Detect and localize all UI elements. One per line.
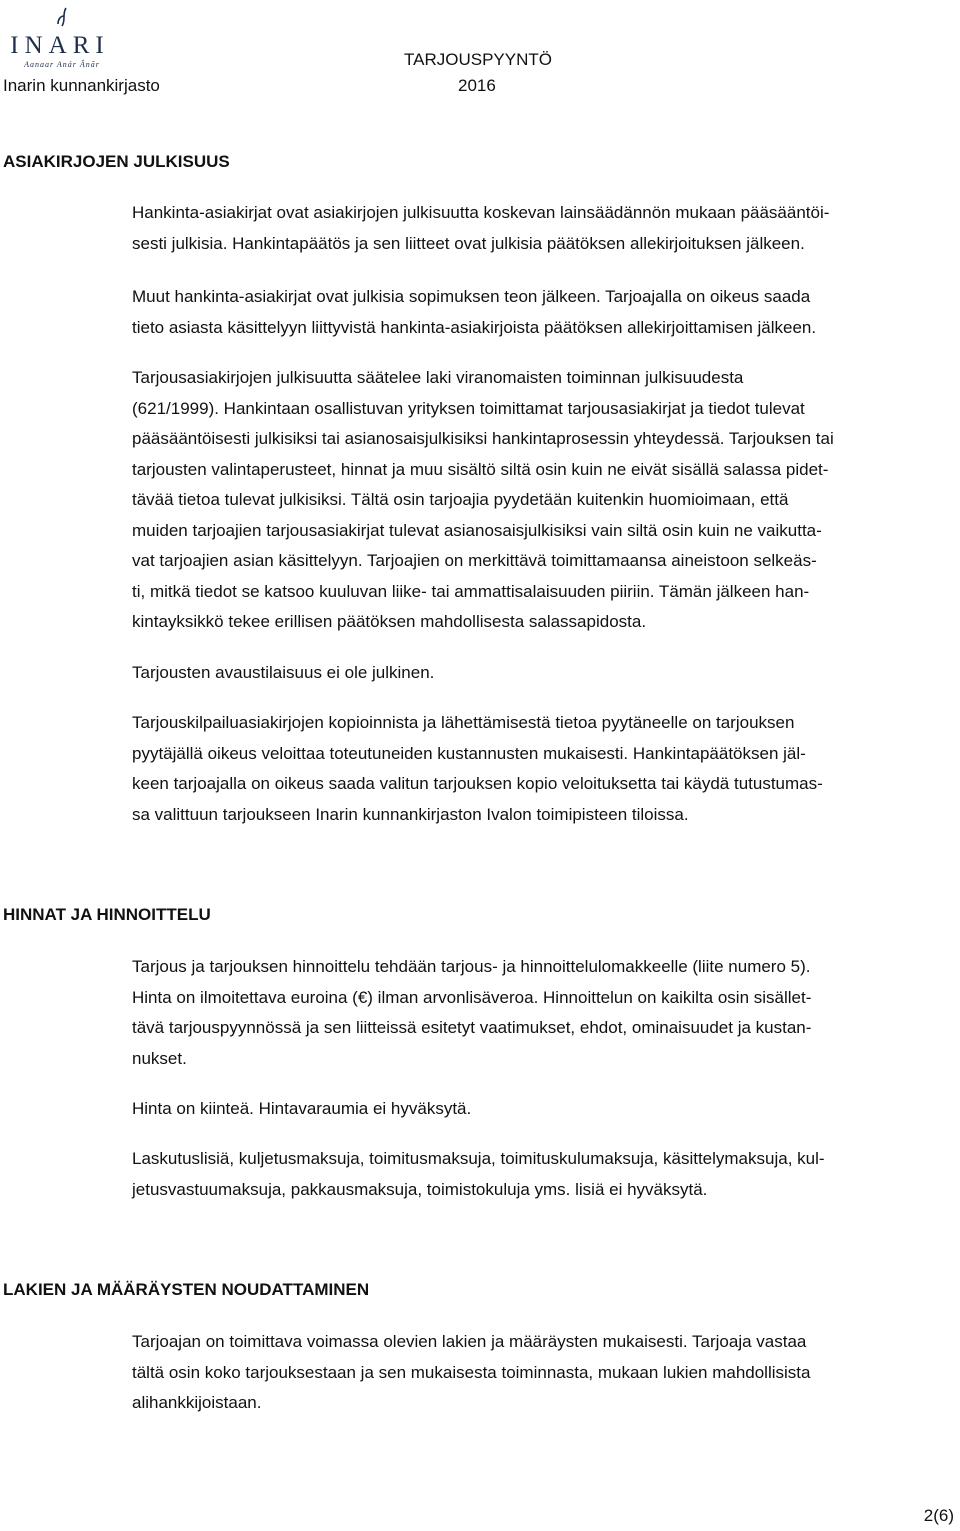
text-line: tältä osin koko tarjouksestaan ja sen mukaisesta toiminnasta, mukaan lukien mahdollisista bbox=[132, 1362, 811, 1382]
section-title-asiakirjojen-julkisuus: ASIAKIRJOJEN JULKISUUS bbox=[3, 152, 230, 171]
paragraph bbox=[132, 1327, 954, 1419]
page-header bbox=[0, 0, 960, 110]
text-line: Tarjoajan on toimittava voimassa olevien lakien ja määräysten mukaisesti. Tarjoaja vastaa bbox=[132, 1332, 807, 1351]
logo-subtext: Aanaar Anár Ânãr bbox=[24, 60, 100, 69]
text-line: sa valittuun tarjoukseen Inarin kunnankirjaston Ivalon toimipisteen tiloissa. bbox=[132, 804, 689, 824]
text-line: ti, mitkä tiedot se katsoo kuuluvan liike- tai ammattisalaisuuden piiriin. Tämän jälkeen han- bbox=[132, 581, 810, 601]
paragraph bbox=[132, 1094, 954, 1125]
paragraph bbox=[132, 708, 954, 830]
document-year: 2016 bbox=[458, 76, 496, 95]
section-title-lakien-ja-maaraysten-noudattaminen: LAKIEN JA MÄÄRÄYSTEN NOUDATTAMINEN bbox=[3, 1280, 370, 1299]
text-line: Tarjouskilpailuasiakirjojen kopioinnista ja lähettämisestä tietoa pyytäneelle on tarjouksen bbox=[132, 713, 795, 732]
text-line: tieto asiasta käsittelyyn liittyvistä hankinta-asiakirjoista päätöksen allekirjoittamisen jälkeen. bbox=[132, 317, 817, 337]
text-line: Tarjous ja tarjouksen hinnoittelu tehdään tarjous- ja hinnoittelulomakkeelle (liite numero 5). bbox=[132, 957, 811, 976]
text-line: tävää tietoa tulevat julkisiksi. Tältä osin tarjoajia pyydetään kuitenkin huomioimaan, että bbox=[132, 490, 789, 509]
paragraph bbox=[132, 658, 954, 689]
text-line: Muut hankinta-asiakirjat ovat julkisia sopimuksen teon jälkeen. Tarjoajalla on oikeus saada bbox=[132, 287, 811, 306]
text-line: Hankinta-asiakirjat ovat asiakirjojen julkisuutta koskevan lainsäädännön mukaan pääsääntöi- bbox=[132, 203, 830, 222]
document-type: TARJOUSPYYNTÖ bbox=[404, 50, 552, 69]
paragraph bbox=[132, 952, 954, 1074]
text-line: Hinta on ilmoitettava euroina (€) ilman arvonlisäveroa. Hinnoittelun on kaikilta osin sisället- bbox=[132, 987, 812, 1007]
text-line: Hinta on kiinteä. Hintavaraumia ei hyväksytä. bbox=[132, 1099, 472, 1118]
text-line: jetusvastuumaksuja, pakkausmaksuja, toimistokuluja yms. lisiä ei hyväksytä. bbox=[132, 1179, 708, 1199]
text-line: pyytäjällä oikeus veloittaa toteutuneiden kustannusten mukaisesti. Hankintapäätöksen jäl- bbox=[132, 743, 806, 763]
text-line: nukset. bbox=[132, 1048, 187, 1068]
organization-name: Inarin kunnankirjasto bbox=[3, 76, 160, 95]
text-line: tarjousten valintaperusteet, hinnat ja muu sisältö siltä osin kuin ne eivät sisällä salassa pidet- bbox=[132, 459, 829, 479]
text-line: alihankkijoistaan. bbox=[132, 1393, 262, 1412]
paragraph bbox=[132, 363, 954, 638]
text-line: sesti julkisia. Hankintapäätös ja sen liitteet ovat julkisia päätöksen allekirjoituksen jälkeen. bbox=[132, 233, 805, 253]
text-line: kintayksikkö tekee erillisen päätöksen mahdollisesta salassapidosta. bbox=[132, 612, 647, 631]
text-line: Tarjousasiakirjojen julkisuutta säätelee laki viranomaisten toiminnan julkisuudesta bbox=[132, 368, 744, 387]
text-line: tävä tarjouspyynnössä ja sen liitteissä esitetyt vaatimukset, ehdot, ominaisuudet ja kustan- bbox=[132, 1018, 812, 1037]
text-line: Laskutuslisiä, kuljetusmaksuja, toimitusmaksuja, toimituskulumaksuja, käsittelymaksuja, kul- bbox=[132, 1149, 825, 1168]
text-line: keen tarjoajalla on oikeus saada valitun tarjouksen kopio veloituksetta tai käydä tutustumas- bbox=[132, 774, 823, 793]
section-title-hinnat-ja-hinnoittelu: HINNAT JA HINNOITTELU bbox=[3, 905, 211, 924]
logo-text: INARI bbox=[10, 32, 110, 59]
text-line: pääsääntöisesti julkisiksi tai asianosaisjulkisiksi hankintaprosessin yhteydessä. Tarjouksen tai bbox=[132, 429, 834, 448]
text-line: muiden tarjoajien tarjousasiakirjat tulevat asianosaisjulkisiksi vain siltä osin kuin ne vaikutta- bbox=[132, 520, 822, 540]
page-number: 2(6) bbox=[923, 1506, 954, 1525]
text-line: (621/1999). Hankintaan osallistuvan yrityksen toimittamat tarjousasiakirjat ja tiedot tulevat bbox=[132, 398, 805, 418]
paragraph bbox=[132, 282, 954, 343]
inari-logo bbox=[4, 4, 114, 69]
text-line: vat tarjoajien asian käsittelyyn. Tarjoajien on merkittävä toimittamaansa aineistoon selkeäs- bbox=[132, 551, 817, 570]
paragraph bbox=[132, 1144, 954, 1205]
text-line: Tarjousten avaustilaisuus ei ole julkinen. bbox=[132, 663, 435, 682]
paragraph bbox=[132, 198, 954, 259]
